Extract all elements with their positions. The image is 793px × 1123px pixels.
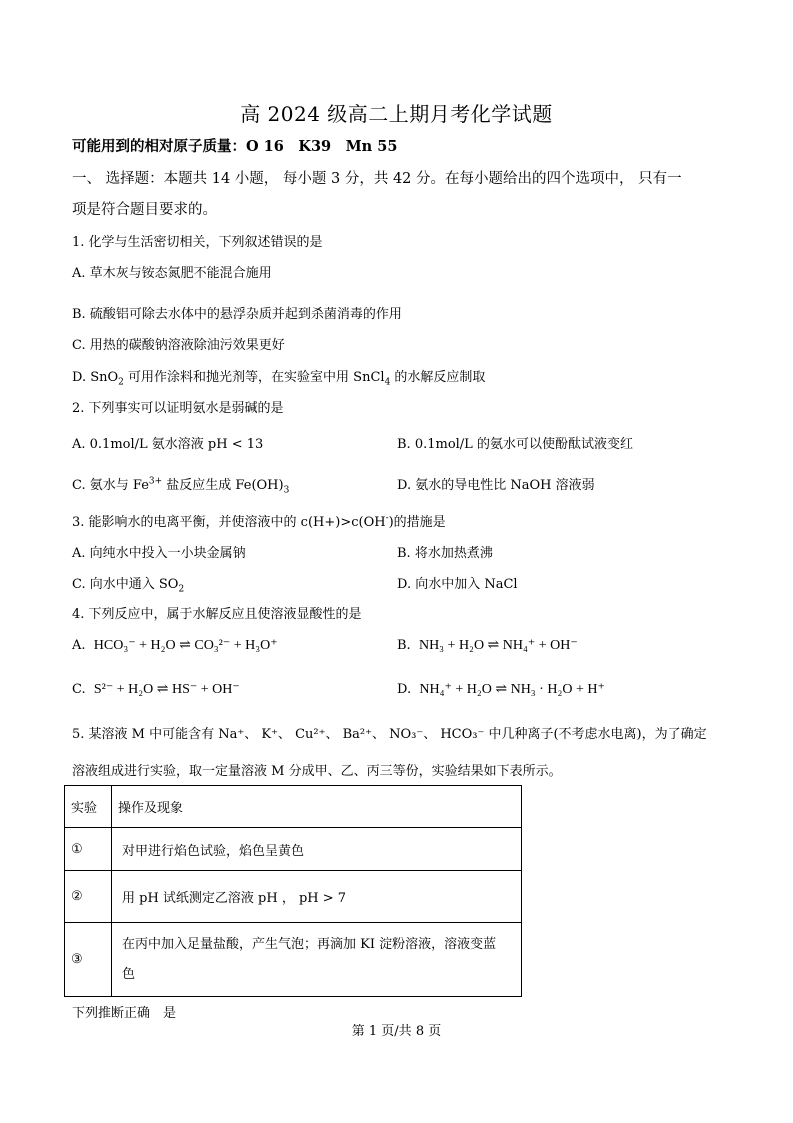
q2-option-a: A. 0.1mol/L 氨水溶液 pH < 13	[72, 437, 264, 452]
table-cell: 用 pH 试纸测定乙溶液 pH ， pH > 7	[112, 871, 522, 923]
q1-stem: 1. 化学与生活密切相关，下列叙述错误的是	[72, 235, 323, 250]
q2-option-d: D. 氨水的导电性比 NaOH 溶液弱	[397, 478, 595, 493]
q4-equation-c: S²⁻ + H₂O ⇌ HS⁻ + OH⁻	[93, 682, 240, 697]
q2-stem: 2. 下列事实可以证明氨水是弱碱的是	[72, 401, 284, 416]
q5-after-table: 下列推断正确 是	[72, 1006, 177, 1021]
q1-option-c: C. 用热的碳酸钠溶液除油污效果更好	[72, 338, 285, 353]
q4-option-d: D. NH₄⁺ + H₂O ⇌ NH₃ · H₂O + H⁺	[397, 682, 605, 697]
q5-stem-line1: 5. 某溶液 M 中可能含有 Na⁺、 K⁺、 Cu²⁺、 Ba²⁺、 NO₃⁻、 HCO₃⁻ 中几种离子(不考虑水电离)，为了确定	[72, 727, 707, 742]
table-cell: 在丙中加入足量盐酸，产生气泡；再滴加 KI 淀粉溶液，溶液变蓝 色	[112, 923, 522, 997]
table-cell: ①	[65, 828, 112, 871]
q4-option-a: A. HCO₃⁻ + H₂O ⇌ CO₃²⁻ + H₃O⁺	[72, 638, 278, 653]
q3-option-c: C. 向水中通入 $SO_2$	[72, 577, 185, 595]
table-row	[65, 828, 522, 871]
table-cell: ③	[65, 923, 112, 997]
q1-option-d: D. SnO$_2$ 可用作涂料和抛光剂等，在实验室中用 SnCl$_4$ 的水解反应制取	[72, 370, 486, 388]
q2-option-c: C. 氨水与 $Fe^{3+}$ 盐反应生成 $Fe(OH)_3$	[72, 476, 290, 496]
page-footer: 第 1 页/共 8 页	[351, 1024, 442, 1039]
table-cell: 对甲进行焰色试验，焰色呈黄色	[112, 828, 522, 871]
table-header-row	[65, 786, 522, 828]
q3-option-b: B. 将水加热煮沸	[397, 546, 493, 561]
q4-option-b: B. NH₃ + H₂O ⇌ NH₄⁺ + OH⁻	[397, 638, 578, 653]
section-heading-line1: 一、 选择题：本题共 14 小题， 每小题 3 分，共 42 分。在每小题给出的四个选项中， 只有一	[72, 171, 682, 187]
table-header-cell: 操作及现象	[112, 786, 522, 828]
q4-equation-b: NH₃ + H₂O ⇌ NH₄⁺ + OH⁻	[418, 638, 578, 653]
table-header-cell: 实验	[65, 786, 112, 828]
page-title: 高 2024 级高二上期月考化学试题	[240, 102, 553, 126]
experiment-table	[64, 785, 522, 997]
q5-stem-line2: 溶液组成进行实验，取一定量溶液 M 分成甲、乙、丙三等份，实验结果如下表所示。	[72, 764, 562, 779]
q2-option-b: B. 0.1mol/L 的氨水可以使酚酞试液变红	[397, 437, 633, 452]
q1-option-a: A. 草木灰与铵态氮肥不能混合施用	[72, 266, 272, 281]
q4-equation-a: HCO₃⁻ + H₂O ⇌ CO₃²⁻ + H₃O⁺	[93, 638, 278, 653]
q3-option-a: A. 向纯水中投入一小块金属钠	[72, 546, 246, 561]
q4-equation-d: NH₄⁺ + H₂O ⇌ NH₃ · H₂O + H⁺	[419, 682, 605, 697]
q4-stem: 4. 下列反应中，属于水解反应且使溶液显酸性的是	[72, 607, 362, 622]
section-heading-line2: 项是符合题目要求的。	[72, 202, 217, 218]
q3-stem: 3. 能影响水的电离平衡，并使溶液中的 c(H+)>c(OH-)的措施是	[72, 513, 446, 530]
q3-option-d: D. 向水中加入 NaCl	[397, 577, 518, 592]
table-row	[65, 871, 522, 923]
q4-option-c: C. S²⁻ + H₂O ⇌ HS⁻ + OH⁻	[72, 682, 240, 697]
atomic-mass-note: 可能用到的相对原子质量：O 16 K39 Mn 55	[72, 138, 398, 155]
q1-option-b: B. 硫酸铝可除去水体中的悬浮杂质并起到杀菌消毒的作用	[72, 307, 402, 322]
table-cell: ②	[65, 871, 112, 923]
table-row	[65, 923, 522, 997]
